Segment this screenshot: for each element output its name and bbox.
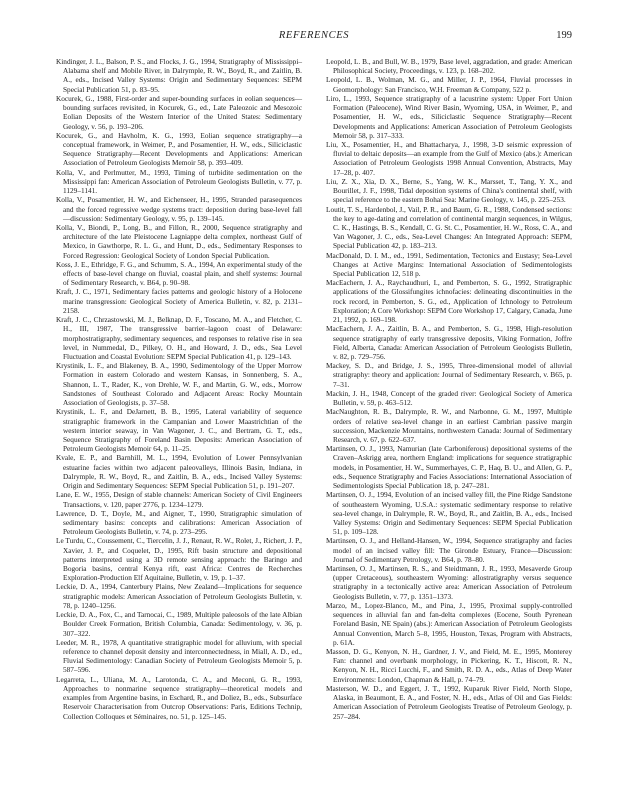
reference-entry: Masson, D. G., Kenyon, N. H., Gardner, J. V., and Field, M. E., 1995, Monterey Fan: channel and overbank morphology, in Pickering, K. T., Hiscott, R. N., Kenyon, N. H., Ricci Lucchi, F., and Smith, R. D. A., eds., Atlas of Deep Water Environments: London, Chapman & Hall, p. 74–79. bbox=[326, 647, 572, 684]
reference-entry: Kolla, V., and Perlmutter, M., 1993, Timing of turbidite sedimentation on the Mississippi fan: American Association of Petroleum Geologists Bulletin, v. 77, p. 1129–1141. bbox=[56, 167, 302, 196]
reference-entry: Mackin, J. H., 1948, Concept of the graded river: Geological Society of America Bulletin, v. 59, p. 463–512. bbox=[326, 388, 572, 408]
reference-entry: Leckie, D. A., Fox, C., and Tarnocai, C., 1989, Multiple paleosols of the late Albian Boulder Creek Formation, British Columbia, Canada: Sedimentology, v. 36, p. 307–322. bbox=[56, 610, 302, 638]
reference-entry: Kolla, V., Biondi, P., Long, B., and Fillon, R., 2000, Sequence stratigraphy and architecture of the late Pleistocene Lagniappe delta complex, northeast Gulf of Mexico, in Gawthorpe, R. L. G., and Hunt, D., eds., Sedimentary Responses to Forced Regression: Geological Society of London Special Publication. bbox=[56, 222, 302, 260]
reference-entry: Krystinik, L. F., and DeJarnett, B. B., 1995, Lateral variability of sequence stratigraphic framework in the Campanian and Lower Maastrichtian of the western interior seaway, in Van Wagoner, J. C., and Bertram, G. T., eds., Sequence Stratigraphy of Foreland Basin Deposits: American Association of Petroleum Geologists Memoir 64, p. 11–25. bbox=[56, 407, 302, 454]
reference-entry: Leeder, M. R., 1978, A quantitative stratigraphic model for alluvium, with special reference to channel deposit density and interconnectedness, in Miall, A. D., ed., Fluvial Sedimentology: Canadian Society of Petroleum Geologists Memoir 5, p. 587–596. bbox=[56, 637, 302, 675]
reference-entry: Kraft, J. C., Chrzastowski, M. J., Belknap, D. F., Toscano, M. A., and Fletcher, C. H., III, 1987, The transgressive barrier–lagoon coast of Delaware: morphostratigraphy, sedimentary sequences, and responses to relative rise in sea level, in Nummedal, D., Pilkey, O. H., and Howard, J. D., eds., Sea Level Fluctuation and Coastal Evolution: SEPM Special Publication 41, p. 129–143. bbox=[56, 315, 302, 361]
references-column-right bbox=[326, 57, 572, 721]
reference-entry: Martinsen, O. J., 1994, Evolution of an incised valley fill, the Pine Ridge Sandstone of southeastern Wyoming, U.S.A.: systematic sedimentary response to relative sea-level change, in Dalrymple, R. W., Boyd, R., and Zaitlin, B. A., eds., Incised Valley Systems: Origin and Sedimentary Sequences: SEPM Special Publication 51, p. 109–128. bbox=[326, 490, 572, 537]
reference-entry: MacDonald, D. I. M., ed., 1991, Sedimentation, Tectonics and Eustasy; Sea-Level Changes at Active Margins: International Association of Sedimentologists Special Publication 12, 518 p. bbox=[326, 250, 572, 279]
reference-entry: Kindinger, J. L., Balson, P. S., and Flocks, J. G., 1994, Stratigraphy of Mississippi–Alabama shelf and Mobile River, in Dalrymple, R. W., Boyd, R., and Zaitlin, B. A., eds., Incised Valley Systems: Origin and Sedimentary Sequences: SEPM Special Publication 51, p. 83–95. bbox=[56, 57, 302, 94]
reference-entry: Kolla, V., Posamentier, H. W., and Eichenseer, H., 1995, Stranded parasequences and the forced regressive wedge systems tract: deposition during base-level fall—discussion: Sedimentary Geology, v. 95, p. 139–145. bbox=[56, 195, 302, 223]
reference-entry: Krystinik, L. F., and Blakeney, B. A., 1990, Sedimentology of the Upper Morrow Formation in eastern Colorado and western Kansas, in Sonnenberg, S. A., Shannon, L. T., Rader, K., von Drehle, W. F., and Martin, G. W., eds., Morrow Sandstones of Southeast Colorado and Adjacent Areas: Rocky Mountain Association of Geologists, p. 37–58. bbox=[56, 361, 302, 408]
reference-entry: Le Turdu, C., Coussement, C., Tiercelin, J. J., Renaut, R. W., Rolet, J., Richert, J. P., Xavier, J. P., and Coquelet, D., 1995, Rift basin structure and depositional patterns interpreted using a 3D remote sensing approach: the Baringo and Bogoria basins, central Kenya rift, east Africa: Centres de Recherches Exploration-Production Elf Aquitaine, Bulletin, v. 19, p. 1–37. bbox=[56, 536, 302, 583]
reference-entry: MacEachern, J. A., Zaitlin, B. A., and Pemberton, S. G., 1998, High-resolution sequence stratigraphy of early transgressive deposits, Viking Formation, Joffre Field, Alberta, Canada: American Association of Petroleum Geologists Bulletin, v. 82, p. 729–756. bbox=[326, 324, 572, 361]
reference-entry: Leopold, L. B., Wolman, M. G., and Miller, J. P., 1964, Fluvial processes in Geomorphology: San Francisco, W.H. Freeman & Company, 522 p. bbox=[326, 75, 572, 94]
reference-entry: Martinsen, O. J., 1993, Namurian (late Carboniferous) depositional systems of the Craven–Askrigg area, northern England: implications for sequence stratigraphic models, in Posamentier, H. W., Summerhayes, C. P., Haq, B. U., and Allen, G. P., eds., Sequence Stratigraphy and Facies Associations: International Association of Sedimentologists Special Publication 18, p. 247–281. bbox=[326, 444, 572, 491]
reference-entry: Martinsen, O. J., and Helland-Hansen, W., 1994, Sequence stratigraphy and facies model of an incised valley fill: The Gironde Estuary, France—Discussion: Journal of Sedimentary Petrology, v. B64, p. 78–80. bbox=[326, 536, 572, 564]
reference-entry: Mackey, S. D., and Bridge, J. S., 1995, Three-dimensional model of alluvial stratigraphy: theory and application: Journal of Sedimentary Research, v. B65, p. 7–31. bbox=[326, 361, 572, 389]
reference-entry: Leopold, L. B., and Bull, W. B., 1979, Base level, aggradation, and grade: American Philosophical Society, Proceedings, v. 123, p. 168–202. bbox=[326, 57, 573, 76]
reference-entry: Liu, Z. X., Xia, D. X., Berne, S., Yang, W. K., Marsset, T., Tang, Y. X., and Bourillet, J. F., 1998, Tidal deposition systems of China's continental shelf, with special reference to the eastern Bohai Sea: Marine Geology, v. 145, p. 225–253. bbox=[326, 176, 572, 205]
page-number: 199 bbox=[556, 30, 572, 41]
running-header bbox=[56, 30, 572, 44]
header-title: REFERENCES bbox=[278, 30, 350, 41]
reference-entry: Kraft, J. C., 1971, Sedimentary facies patterns and geologic history of a Holocene marine transgression: Geological Society of America Bulletin, v. 82, p. 2131–2158. bbox=[56, 287, 302, 315]
reference-entry: MacNaughton, R. B., Dalrymple, R. W., and Narbonne, G. M., 1997, Multiple orders of relative sea-level change in an earliest Cambrian passive margin succession, Mackenzie Mountains, northwestern Canada: Journal of Sedimentary Research, v. 67, p. 622–637. bbox=[326, 407, 572, 444]
reference-entry: Legarreta, L., Uliana, M. A., Larotonda, C. A., and Meconi, G. R., 1993, Approaches to nonmarine sequence stratigraphy—theoretical models and examples from Argentine basins, in Eschard, R., and Doliez, B., eds., Subsurface Reservoir Characterisation from Outcrop Observations: Paris, Editions Technip, Collection Colloques et Séminaires, no. 51, p. 125–145. bbox=[56, 674, 302, 721]
reference-entry: Koss, J. E., Ethridge, F. G., and Schumm, S. A., 1994, An experimental study of the effects of base-level change on fluvial, coastal plain, and shelf systems: Journal of Sedimentary Research, v. B64, p. 90–98. bbox=[56, 259, 302, 288]
reference-entry: Loutit, T. S., Hardenbol, J., Vail, P. R., and Baum, G. R., 1988, Condensed sections: the key to age-dating and correlation of continental margin sequences, in Wilgus, C. K., Hastings, B. S., Kendall, C. G. St. C., Posamentier, H. W., Ross, C. A., and Van Wagoner, J. C., eds., Sea-Level Changes: An Integrated Approach: SEPM, Special Publication 42, p. 183–213. bbox=[326, 204, 572, 251]
reference-entry: Kocurek, G., and Havholm, K. G., 1993, Eolian sequence stratigraphy—a conceptual framework, in Weimer, P., and Posamentier, H. W., eds., Siliciclastic Sequence Stratigraphy—Recent Developments and Applications: American Association of Petroleum Geologists Memoir 58, p. 393–409. bbox=[56, 130, 302, 168]
reference-entry: MacEachern, J. A., Raychaudhuri, I., and Pemberton, S. G., 1992, Stratigraphic applications of the Glossifungites ichnofacies: delineating discontinuities in the rock record, in Pemberton, S. G., ed., Application of Ichnology to Petroleum Exploration; A Core Workshop: SEPM Core Workshop 17, Calgary, Canada, June 21, 1992, p. 169–198. bbox=[326, 278, 572, 325]
reference-entry: Martinsen, O. J., Martinsen, R. S., and Steidtmann, J. R., 1993, Mesaverde Group (upper Cretaceous), southeastern Wyoming: allostratigraphy versus sequence stratigraphy in a tectonically active area: American Association of Petroleum Geologists Bulletin, v. 77, p. 1351–1373. bbox=[326, 564, 572, 601]
reference-entry: Lawrence, D. T., Doyle, M., and Aigner, T., 1990, Stratigraphic simulation of sedimentary basins: concepts and calibrations: American Association of Petroleum Geologists Bulletin, v. 74, p. 273–295. bbox=[56, 508, 302, 537]
reference-entry: Liu, X., Posamentier, H., and Bhattacharya, J., 1998, 3-D seismic expression of fluvial to deltaic deposits—an example from the Gulf of Mexico (abs.): American Association of Petroleum Geologists 1998 Annual Convention, Abstracts, May 17–28, p. 407. bbox=[326, 139, 572, 177]
reference-entry: Leckie, D. A., 1994, Canterbury Plains, New Zealand—Implications for sequence stratigraphic models: American Association of Petroleum Geologists Bulletin, v. 78, p. 1240–1256. bbox=[56, 582, 302, 610]
reference-entry: Kvale, E. P., and Barnhill, M. L., 1994, Evolution of Lower Pennsylvanian estuarine facies within two adjacent paleovalleys, Illinois Basin, Indiana, in Dalrymple, R. W., Boyd, R., and Zaitlin, B. A., eds., Incised Valley Systems: Origin and Sedimentary Sequences: SEPM Special Publication 51, p. 191–207. bbox=[56, 453, 302, 491]
reference-entry: Liro, L., 1993, Sequence stratigraphy of a lacustrine system: Upper Fort Union Formation (Paleocene), Wind River Basin, Wyoming, USA, in Weimer, P., and Posamentier, H. W., eds., Siliciclastic Sequence Stratigraphy—Recent Developments and Applications: American Association of Petroleum Geologists Memoir 58, p. 317–333. bbox=[326, 93, 572, 140]
reference-entry: Masterson, W. D., and Eggert, J. T., 1992, Kuparuk River Field, North Slope, Alaska, in Beaumont, E. A., and Foster, N. H., eds., Atlas of Oil and Gas Fields: American Association of Petroleum Geologists Treatise of Petroleum Geology, p. 257–284. bbox=[326, 683, 572, 721]
reference-entry: Lane, E. W., 1955, Design of stable channels: American Society of Civil Engineers Transactions, v. 120, paper 2776, p. 1234–1279. bbox=[56, 490, 302, 509]
reference-entry: Kocurek, G., 1988, First-order and super-bounding surfaces in eolian sequences—bounding surfaces revisited, in Kocurek, G., ed., Late Paleozoic and Mesozoic Eolian Deposits of the Western Interior of the United States: Sedimentary Geology, v. 56, p. 193–206. bbox=[56, 93, 302, 131]
reference-entry: Marzo, M., Lopez-Blanco, M., and Pina, J., 1995, Proximal supply-controlled sequences in alluvial fan and fan-delta complexes (Eocene, South Pyrenean Foreland Basin, NE Spain) (abs.): American Association of Petroleum Geologists Annual Convention, March 5–8, 1995, Houston, Texas, Program with Abstracts, p. 61A. bbox=[326, 600, 572, 647]
references-column-left bbox=[56, 57, 302, 721]
